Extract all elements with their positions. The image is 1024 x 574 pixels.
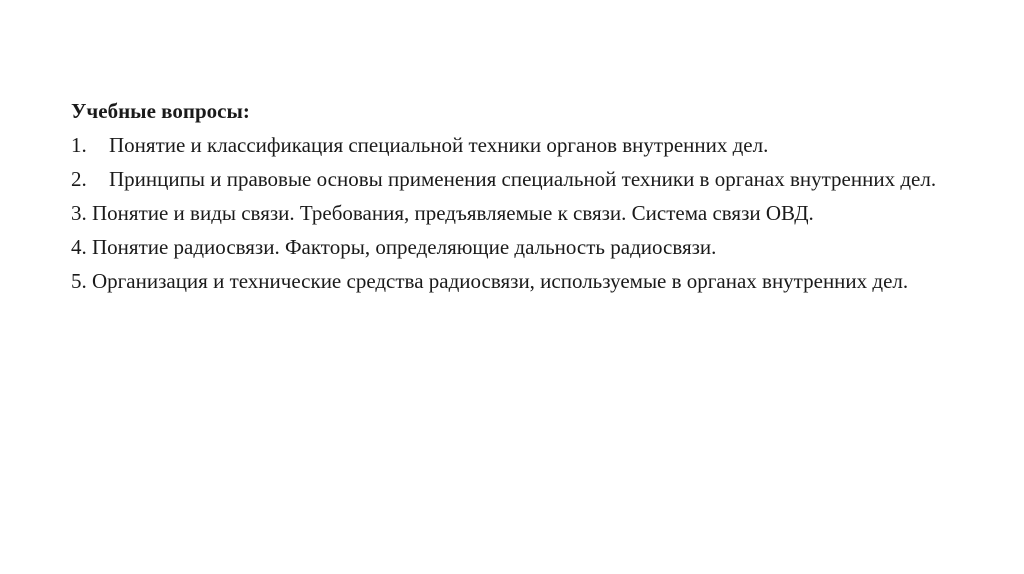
list-item-number: 1.	[71, 133, 87, 157]
list-item-text: Принципы и правовые основы применения специальной техники в органах внутренних дел.	[109, 167, 937, 191]
list-item: 3. Понятие и виды связи. Требования, предъявляемые к связи. Система связи ОВД.	[71, 201, 814, 225]
list-item	[71, 164, 972, 194]
section-heading: Учебные вопросы:	[71, 99, 250, 123]
slide-content	[71, 96, 972, 300]
list-item: 4. Понятие радиосвязи. Факторы, определяющие дальность радиосвязи.	[71, 235, 717, 259]
list-item: 5. Организация и технические средства радиосвязи, используемые в органах внутренних дел.	[71, 269, 909, 293]
list-item	[71, 130, 972, 160]
list-item-number: 2.	[71, 167, 87, 191]
list-item-text: Понятие и классификация специальной техники органов внутренних дел.	[109, 133, 769, 157]
